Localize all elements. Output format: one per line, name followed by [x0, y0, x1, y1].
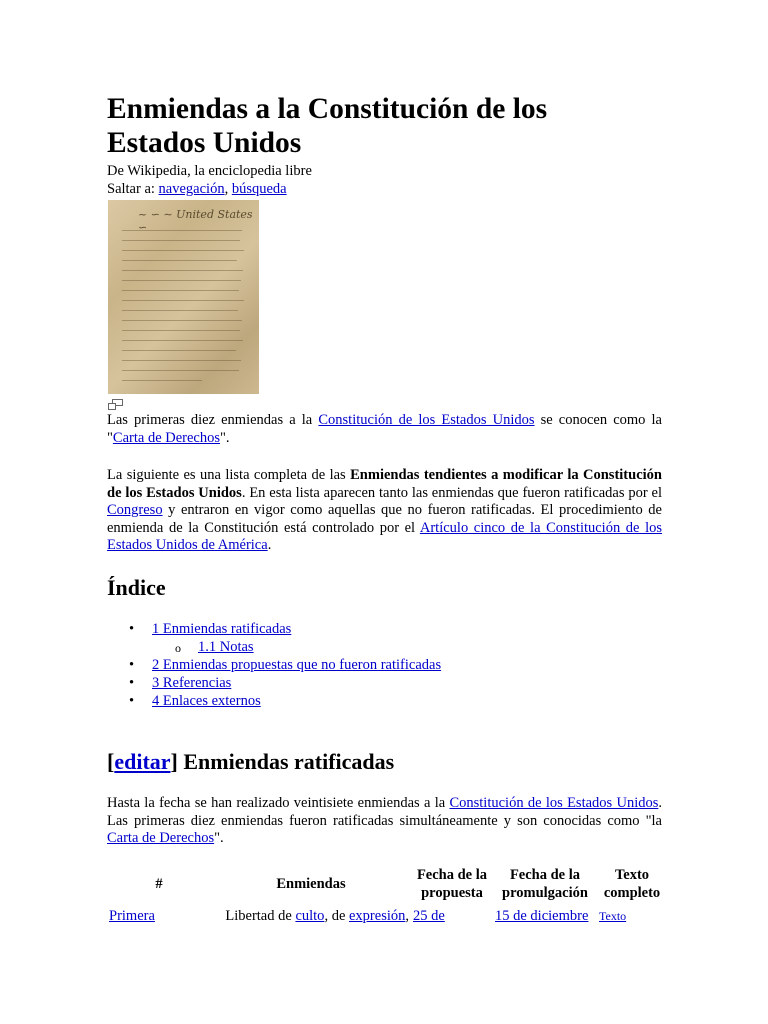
document-heading-scrawl: ~ ∽ ∼ United States ∽: [138, 208, 253, 234]
proposed-date-link[interactable]: 25 de: [413, 908, 445, 924]
toc-link-proposed[interactable]: 2 Enmiendas propuestas que no fueron ratificadas: [152, 657, 442, 673]
section-heading-ratified: [107, 749, 394, 775]
section-text-c: ".: [214, 830, 224, 846]
jump-navigation-link[interactable]: navegación: [158, 181, 225, 197]
row-number-cell: [107, 902, 211, 926]
section-text-a: Hasta la fecha se han realizado veintisiete enmiendas a la: [107, 795, 450, 811]
constitution-link[interactable]: Constitución de los Estados Unidos: [318, 412, 535, 428]
intro-p2-text-d: .: [267, 537, 272, 553]
intro-paragraph-1: [107, 412, 662, 447]
edit-bracket-open: [: [107, 749, 115, 774]
header-promulgation-date: Fecha de la promulgación: [502, 867, 588, 901]
first-amendment-link[interactable]: Primera: [109, 908, 155, 924]
intro-paragraph-2: [107, 467, 662, 555]
site-subtitle: De Wikipedia, la enciclopedia libre: [107, 163, 312, 179]
toc-bullet: •: [129, 693, 135, 709]
toc-bullet: •: [129, 657, 135, 673]
congress-link[interactable]: Congreso: [107, 502, 163, 518]
expression-link[interactable]: expresión: [349, 908, 406, 924]
toc-link-references[interactable]: 3 Referencias: [152, 675, 232, 691]
toc-bullet: •: [129, 675, 135, 691]
jump-search-link[interactable]: búsqueda: [231, 181, 287, 197]
jump-separator: ,: [224, 181, 232, 197]
promulgation-date-link[interactable]: 15 de diciembre: [495, 908, 589, 924]
page-title-line1: Enmiendas a la Constitución de los: [107, 93, 548, 125]
section-title: Enmiendas ratificadas: [177, 749, 395, 774]
intro-p2-text-c: y entraron en vigor como aquellas que no fueron ratificadas. El procedimiento de enmienda de la Constitución está controlado por el: [107, 502, 662, 536]
header-full-text: Texto completo: [603, 867, 661, 901]
bill-of-rights-link[interactable]: Carta de Derechos: [112, 429, 221, 446]
row-proposed-cell: [411, 902, 493, 926]
table-row: [107, 902, 667, 926]
header-proposed-date: Fecha de la propuesta: [416, 867, 488, 901]
worship-link[interactable]: culto: [295, 908, 325, 924]
toc-link-external[interactable]: 4 Enlaces externos: [152, 693, 261, 709]
section-text-b: . Las primeras diez enmiendas fueron ratificadas simultáneamente y son conocidas como "la: [107, 795, 662, 829]
toc-sub-bullet: o: [175, 641, 181, 655]
jump-links: [107, 181, 287, 198]
edit-bracket-close: ]: [170, 749, 178, 774]
intro-p1-text-c: ".: [220, 429, 230, 446]
row-description-cell: [211, 902, 411, 926]
edit-section-link[interactable]: editar: [114, 749, 171, 774]
desc-text-c: ,: [405, 908, 409, 924]
section-bill-of-rights-link[interactable]: Carta de Derechos: [107, 830, 215, 846]
desc-text-b: , de: [324, 908, 349, 924]
row-promulgated-cell: [493, 902, 597, 926]
page-title-line2: Estados Unidos: [107, 127, 302, 159]
intro-p2-bold: Enmiendas tendientes a modificar la Constitución de los Estados Unidos: [107, 467, 662, 501]
table-header-row: [107, 867, 667, 902]
amendments-table: [107, 867, 667, 926]
toc-heading: Índice: [107, 575, 166, 600]
full-text-link[interactable]: Texto: [599, 909, 627, 923]
toc-bullet: •: [129, 621, 135, 637]
row-text-cell: [597, 902, 667, 926]
section-paragraph: [107, 795, 662, 848]
article-five-link[interactable]: Artículo cinco de la Constitución de los Estados Unidos de América: [107, 519, 662, 553]
constitution-document-image[interactable]: [108, 200, 259, 394]
section-constitution-link[interactable]: Constitución de los Estados Unidos: [449, 795, 659, 811]
page-title: [107, 92, 667, 160]
enlarge-icon[interactable]: [108, 399, 123, 410]
header-number: #: [155, 875, 163, 892]
desc-text-a: Libertad de: [225, 908, 296, 924]
toc-link-ratified[interactable]: 1 Enmiendas ratificadas: [152, 621, 292, 637]
intro-p2-text-b: . En esta lista aparecen tanto las enmiendas que fueron ratificadas por el: [241, 484, 662, 501]
jump-label: Saltar a:: [107, 181, 159, 197]
intro-p1-text-b: se conocen como la ": [107, 412, 662, 446]
intro-p2-text-a: La siguiente es una lista completa de las: [107, 467, 351, 483]
toc-link-notes[interactable]: 1.1 Notas: [198, 639, 254, 655]
intro-p1-text-a: Las primeras diez enmiendas a la: [107, 412, 319, 428]
header-amendments: Enmiendas: [276, 875, 346, 892]
